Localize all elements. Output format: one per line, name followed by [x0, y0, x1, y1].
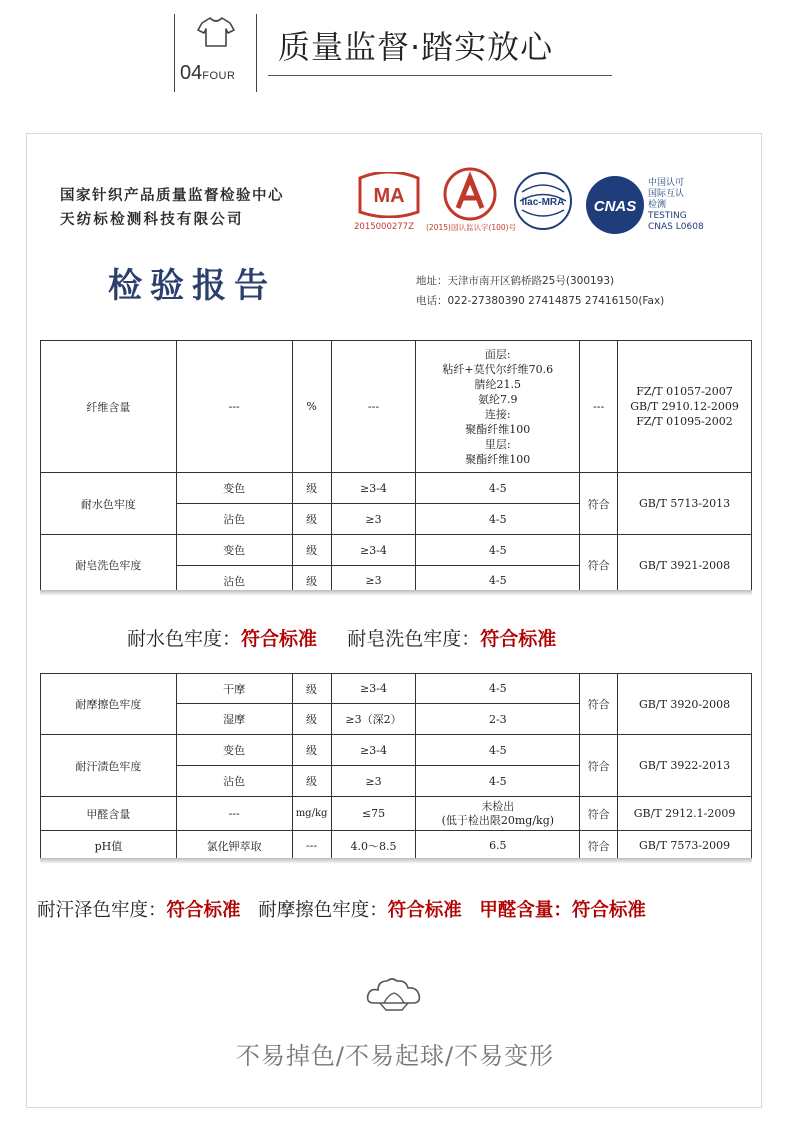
test-item: pH值 — [41, 831, 177, 861]
result-cell: 4-5 — [416, 566, 580, 596]
requirement-cell: 4.0～8.5 — [331, 831, 416, 861]
test-item: 纤维含量 — [41, 341, 177, 473]
result-cell: 6.5 — [416, 831, 580, 861]
standard-cell: GB/T 7573-2009 — [618, 831, 752, 861]
test-item: 耐摩擦色牢度 — [41, 674, 177, 735]
report-phone: 电话：022-27380390 27414875 27416150(Fax) — [416, 295, 665, 307]
svg-text:ilac-MRA: ilac-MRA — [521, 197, 565, 208]
result-cell: 面层: 粘纤+莫代尔纤维70.6 腈纶21.5 氨纶7.9 连接: 聚酯纤维100 里层: 聚酯纤维100 — [416, 341, 580, 473]
standard-cell: GB/T 3922-2013 — [618, 735, 752, 797]
test-condition: --- — [176, 797, 292, 831]
verdict-cell: 符合 — [580, 535, 618, 596]
feature-tagline: 不易掉色/不易起球/不易变形 — [235, 1042, 555, 1070]
requirement-cell: ≥3-4 — [331, 535, 416, 566]
table-shadow — [40, 858, 752, 864]
requirement-cell: ≤75 — [331, 797, 416, 831]
standard-cell: GB/T 5713-2013 — [618, 473, 752, 535]
standard-cell: FZ/T 01057-2007 GB/T 2910.12-2009 FZ/T 01095-2002 — [618, 341, 752, 473]
result-cell: 4-5 — [416, 674, 580, 704]
cal-logo-icon — [442, 166, 498, 222]
verdict-cell: --- — [580, 341, 618, 473]
unit-cell: 级 — [292, 566, 331, 596]
requirement-cell: --- — [331, 341, 416, 473]
table-row — [41, 473, 752, 504]
summary-line-2: 耐汗泽色牢度：符合标准 耐摩擦色牢度：符合标准 甲醛含量：符合标准 — [37, 900, 646, 921]
test-condition: 湿摩 — [176, 704, 292, 735]
summary-line-1: 耐水色牢度：符合标准 耐皂洗色牢度：符合标准 — [127, 628, 557, 650]
requirement-cell: ≥3 — [331, 504, 416, 535]
org-name-1: 国家针织产品质量监督检验中心 — [60, 188, 284, 204]
test-condition: 变色 — [176, 535, 292, 566]
cnas-logo-icon — [584, 174, 646, 236]
requirement-cell: ≥3-4 — [331, 735, 416, 766]
requirement-cell: ≥3（深2） — [331, 704, 416, 735]
test-condition: 沾色 — [176, 504, 292, 535]
unit-cell: 级 — [292, 766, 331, 797]
report-address: 地址：天津市南开区鹤桥路25号(300193) — [416, 275, 615, 287]
test-item: 耐汗渍色牢度 — [41, 735, 177, 797]
cotton-icon — [364, 975, 424, 1015]
result-cell: 未检出 (低于检出限20mg/kg) — [416, 797, 580, 831]
svg-text:MA: MA — [373, 185, 405, 207]
table-row — [41, 341, 752, 473]
result-cell: 4-5 — [416, 473, 580, 504]
svg-text:CNAS: CNAS — [593, 198, 637, 215]
section-title: 质量监督·踏实放心 — [278, 28, 554, 66]
requirement-cell: ≥3-4 — [331, 674, 416, 704]
section-number: 04FOUR — [180, 62, 236, 84]
table-row — [41, 797, 752, 831]
header-divider-left — [174, 14, 175, 92]
verdict-cell: 符合 — [580, 473, 618, 535]
verdict-cell: 符合 — [580, 797, 618, 831]
report-table-1 — [40, 340, 752, 596]
cal-code: (2015)国认监认字(100)号 — [426, 223, 517, 232]
unit-cell: % — [292, 341, 331, 473]
cma-code: 2015000277Z — [354, 222, 414, 232]
title-underline — [268, 75, 612, 76]
cnas-info: 中国认可 国际互认 检测 TESTING CNAS L0608 — [648, 178, 704, 232]
test-item: 耐水色牢度 — [41, 473, 177, 535]
table-row — [41, 674, 752, 704]
unit-cell: --- — [292, 831, 331, 861]
unit-cell: 级 — [292, 704, 331, 735]
test-condition: --- — [176, 341, 292, 473]
ilac-mra-logo-icon — [512, 170, 574, 232]
unit-cell: 级 — [292, 735, 331, 766]
report-title: 检验报告 — [108, 266, 276, 306]
verdict-cell: 符合 — [580, 735, 618, 797]
table-row — [41, 735, 752, 766]
test-condition: 变色 — [176, 473, 292, 504]
cma-logo-icon — [356, 172, 422, 218]
header-divider-right — [256, 14, 257, 92]
unit-cell: 级 — [292, 535, 331, 566]
test-condition: 氯化钾萃取 — [176, 831, 292, 861]
result-cell: 4-5 — [416, 504, 580, 535]
requirement-cell: ≥3 — [331, 766, 416, 797]
requirement-cell: ≥3-4 — [331, 473, 416, 504]
requirement-cell: ≥3 — [331, 566, 416, 596]
test-condition: 变色 — [176, 735, 292, 766]
tshirt-icon — [197, 15, 235, 49]
verdict-cell: 符合 — [580, 831, 618, 861]
table-row — [41, 831, 752, 861]
verdict-cell: 符合 — [580, 674, 618, 735]
test-condition: 沾色 — [176, 566, 292, 596]
test-item: 甲醛含量 — [41, 797, 177, 831]
test-item: 耐皂洗色牢度 — [41, 535, 177, 596]
standard-cell: GB/T 2912.1-2009 — [618, 797, 752, 831]
table-shadow — [40, 590, 752, 596]
result-cell: 2-3 — [416, 704, 580, 735]
unit-cell: mg/kg — [292, 797, 331, 831]
standard-cell: GB/T 3921-2008 — [618, 535, 752, 596]
unit-cell: 级 — [292, 473, 331, 504]
result-cell: 4-5 — [416, 766, 580, 797]
result-cell: 4-5 — [416, 735, 580, 766]
test-condition: 沾色 — [176, 766, 292, 797]
result-cell: 4-5 — [416, 535, 580, 566]
report-table-2 — [40, 673, 752, 861]
unit-cell: 级 — [292, 674, 331, 704]
table-row — [41, 535, 752, 566]
org-name-2: 天纺标检测科技有限公司 — [60, 212, 244, 228]
unit-cell: 级 — [292, 504, 331, 535]
report-header — [44, 158, 724, 316]
test-condition: 干摩 — [176, 674, 292, 704]
standard-cell: GB/T 3920-2008 — [618, 674, 752, 735]
